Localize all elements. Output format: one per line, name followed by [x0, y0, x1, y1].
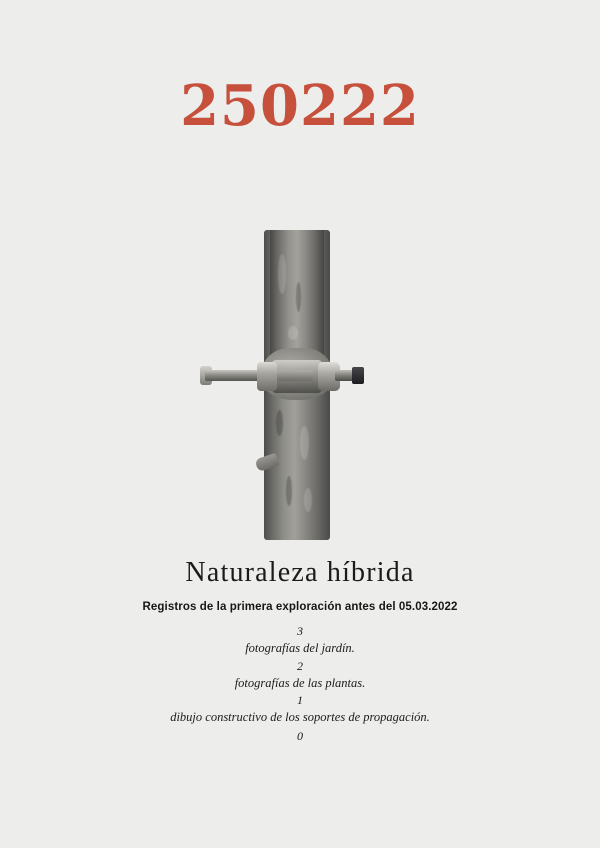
- caption-title: Naturaleza híbrida: [185, 557, 415, 588]
- clamp-band-shape: [272, 360, 322, 393]
- bark-shadow: [296, 282, 301, 312]
- page-title: 250222: [180, 73, 420, 139]
- list-item-count: 3: [297, 623, 303, 638]
- list-closing-count: 0: [297, 729, 303, 744]
- list-item: [0, 658, 600, 693]
- nut-left-shape: [257, 362, 277, 391]
- bark-highlight: [288, 326, 298, 340]
- inventory-list: [0, 623, 600, 744]
- list-item-label: fotografías del jardín.: [245, 640, 355, 655]
- branch-with-metal-clamp-photograph: [0, 230, 600, 540]
- list-item: [0, 692, 600, 727]
- bark-shadow: [276, 410, 283, 436]
- list-item-count: 1: [297, 693, 303, 708]
- list-item-label: fotografías de las plantas.: [234, 675, 366, 690]
- list-item: [0, 623, 600, 658]
- bark-highlight: [300, 426, 309, 460]
- caption-block: [0, 558, 600, 744]
- metal-clamp-assembly: [0, 358, 600, 398]
- list-item-count: 2: [297, 658, 303, 673]
- bark-highlight: [278, 254, 286, 294]
- list-item-label: dibujo constructivo de los soportes de propagación.: [170, 710, 430, 725]
- caption-subtitle: Registros de la primera exploración antes del 05.03.2022: [142, 600, 458, 613]
- rod-end-cap-shape: [352, 367, 364, 384]
- bark-shadow: [286, 476, 292, 506]
- bark-highlight: [304, 488, 312, 512]
